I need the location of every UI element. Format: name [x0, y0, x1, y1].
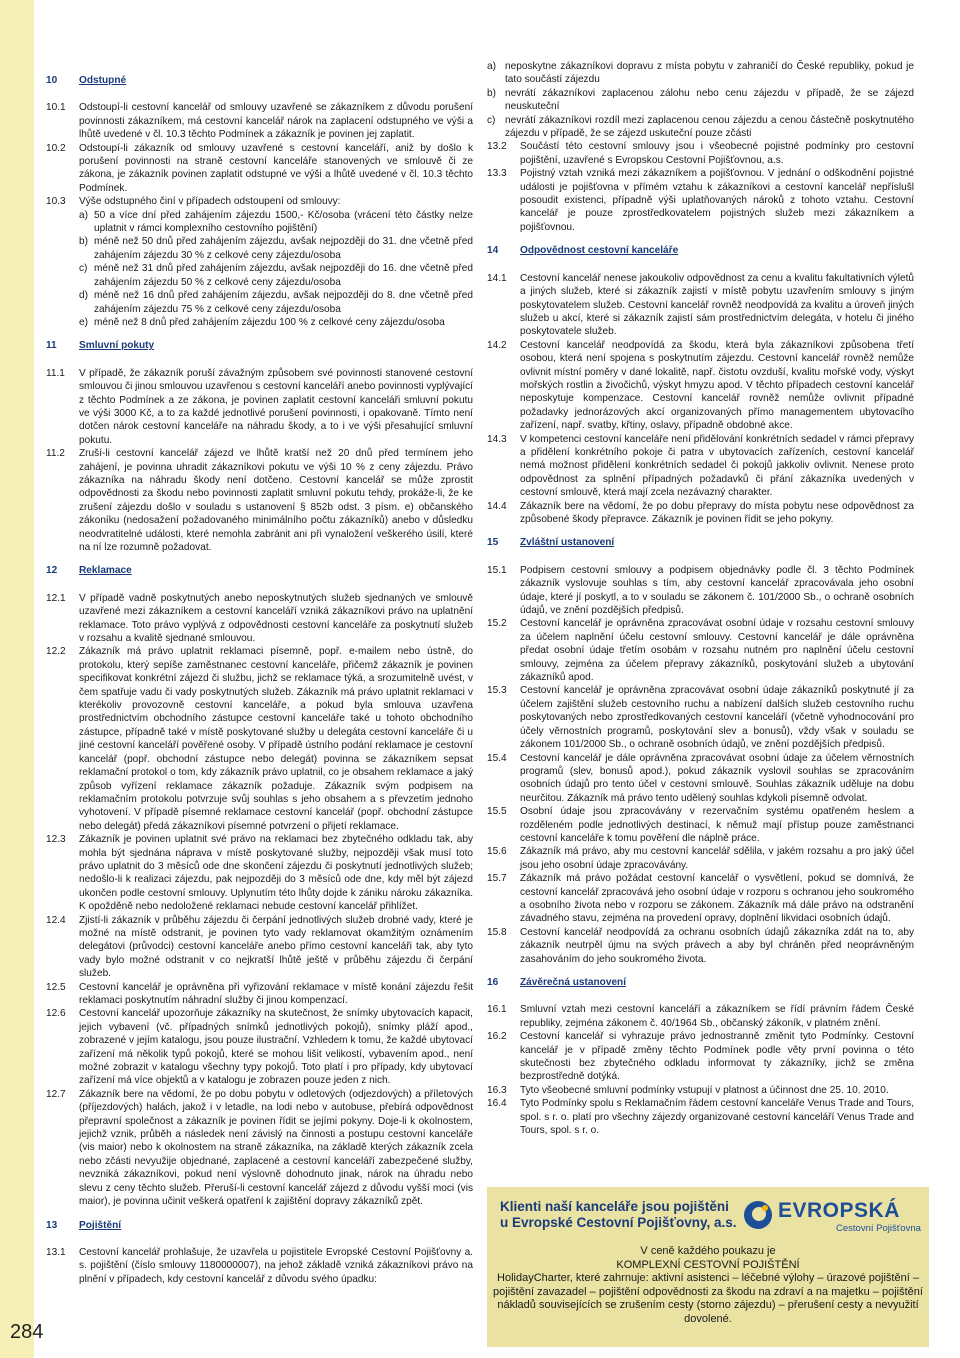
clause [46, 195, 473, 208]
clause-text: Cestovní kancelář upozorňuje zákazníky na skutečnost, že snímky ubytovacích kapacit, jejich vybavení (vč. případných snímků jednotlivých pokojů), snímky pláží apod., zobrazené v jejím katalogu, jsou pouze ilustrační. Vzhledem k tomu, že každé ubytovací zařízení má několik typů pokojů, které se mohou lišit velikostí, vybavením apod., není možné zobrazit v katalogu všechny typy pokojů. Toto platí i pro případy, kdy ubytovací zařízení má více objektů a v katalogu je zobrazen pouze jeden z nich. [79, 1008, 473, 1087]
sub-clause [46, 316, 473, 329]
section-title: Závěrečná ustanovení [520, 977, 627, 988]
clause [487, 845, 914, 872]
clause-number: 15.4 [487, 752, 507, 764]
clause-number: 12.7 [46, 1088, 66, 1100]
promo-line2: KOMPLEXNÍ CESTOVNÍ POJIŠTĚNÍ [616, 1258, 800, 1271]
sub-clause [46, 235, 473, 262]
clause-number: 10.2 [46, 142, 66, 154]
clause-text: Zákazník bere na vědomí, že po dobu přepravy do místa pobytu nese odpovědnost za způsobené škody přepravce. Zákazník je povinen řídit se jeho pokyny. [520, 500, 914, 525]
clause [487, 1084, 914, 1097]
clause [487, 1097, 914, 1137]
clause-text: Zákazník má právo, aby mu cestovní kancelář sdělila, v jakém rozsahu a pro jaký účel jsou jeho osobní údaje zpracovávány. [520, 846, 914, 871]
logo-dot-icon [762, 1205, 768, 1211]
sub-clause-letter: c) [79, 263, 88, 275]
clause-text: V případě, že zákazník poruší závažným způsobem své povinnosti stanovené cestovní smlouvou či jinou smlouvou uzavřenou s cestovní kanceláří anebo povinnosti vyplývající z těchto Podmínek a ze zákona, je povinen zaplatit cestovní kanceláři smluvní pokutu ve výši 3000 Kč, a to za každé jednotlivé porušení povinnosti, i opakovaně. Tímto není dotčen nárok cestovní kanceláře na náhradu škody, a to i ve výši přesahující smluvní pokutu. [79, 367, 473, 446]
clause-text: Tyto Podmínky spolu s Reklamačním řádem cestovní kanceláře Venus Trade and Tours, spol. s r. o. platí pro všechny zájezdy organizované cestovní kanceláří Venus Trade and Tours, spol. s r. o. [520, 1098, 914, 1137]
clause-number: 16.4 [487, 1098, 507, 1110]
section-title: Pojištění [79, 1219, 122, 1231]
section-heading [46, 1219, 473, 1232]
clause-number: 16.2 [487, 1031, 507, 1043]
clause-number: 12.4 [46, 914, 66, 926]
clause [487, 433, 914, 500]
clause-number: 15.8 [487, 926, 507, 938]
promo-title [500, 1199, 737, 1231]
promo-title-line1: Klienti naší kanceláře jsou pojištěni [500, 1199, 729, 1214]
section-heading [46, 339, 473, 352]
clause-number: 15.5 [487, 806, 507, 818]
sub-clause-text: méně než 8 dnů před zahájením zájezdu 100 % z celkové ceny zájezdu/osoba [94, 316, 445, 328]
clause-number: 10.1 [46, 102, 66, 114]
promo-line3: HolidayCharter, které zahrnuje: aktivní asistenci – léčebné výlohy – úrazové pojištění – pojištění zavazadel – pojištění odpovědnosti za škodu na zdraví a na majetku – pojištění nákladů souvisejících se zrušením cesty (storno zájezdu) – přerušení cesty a nevyužití dovolené. [493, 1272, 923, 1325]
section-heading [487, 976, 914, 989]
logo-wordmark: EVROPSKÁ [778, 1199, 900, 1222]
clause-number: 13.3 [487, 168, 507, 180]
clause-text: Smluvní vztah mezi cestovní kanceláří a zákazníkem se řídí právním řádem České republiky, zejména zákonem č. 40/1964 Sb., občanský zákoník, v platném znění. [520, 1004, 914, 1029]
clause-text: Cestovní kancelář je oprávněna při vyřizování reklamace v místě konání zájezdu řešit reklamaci poskytnutím náhradní služby či jinou kompenzací. [79, 981, 473, 1006]
section-heading [487, 536, 914, 549]
clause-text: Výše odstupného činí v případech odstoupení od smlouvy: [79, 196, 341, 208]
clause-text: Cestovní kancelář neodpovídá za ochranu osobních údajů zákazníka zdát na to, aby zákazník neutrpěl újmu na svých právech a aby byl chráněn před neoprávněným zasahováním do jeho soukromého života. [520, 926, 914, 965]
clause-number: 12.2 [46, 646, 66, 658]
clause-number: 11.1 [46, 367, 65, 379]
logo-subtitle: Cestovní Pojišťovna [836, 1223, 921, 1234]
clause-number: 13.2 [487, 141, 507, 153]
section-title: Zvláštní ustanovení [520, 537, 615, 549]
section-number: 12 [46, 565, 58, 577]
clause-text: Pojistný vztah vzniká mezi zákazníkem a pojišťovnou. V jednání o odškodnění pojistné události je pojišťovna v přímém vztahu k zákazníkovi a cestovní kancelář nepříslušl posoudit existenci, případně výši uplatňovaných nároků z tohoto vztahu. Cestovní kancelář je pouze zprostředkovatelem pojistných služeb mezi zákazníkem a pojišťovnou. [520, 168, 914, 233]
clause [487, 684, 914, 751]
clause [46, 1246, 473, 1286]
list-item-letter: c) [487, 114, 496, 126]
section-number: 11 [46, 340, 57, 352]
left-margin-stripe [0, 0, 34, 1358]
clause-text: Cestovní kancelář je dále oprávněna zpracovávat osobní údaje za účelem věrnostních programů (slev, bonusů apod.), pokud zákazník vyslovil souhlas se zpracováním osobních údajů pro tento účel v cestovní smlouvě. Souhlas zákazník uděluje na dobu neurčitou. Zákazník má právo tento udělený souhlas kdykoli písemně odvolat. [520, 752, 914, 804]
clause [46, 592, 473, 646]
sub-clause-text: méně než 16 dnů před zahájením zájezdu, avšak nejpozději do 8. dne včetně před zahájením zájezdu 75 % z celkové ceny zájezdu/osoba [94, 290, 473, 315]
list-item-text: nevrátí zákazníkovi rozdíl mezi zaplacenou cenou zájezdu a cenou částečně poskytnutého zájezdu v případě, že se zájezd uskuteční pouze zčásti [505, 114, 914, 140]
list-item [487, 87, 914, 114]
clause [487, 339, 914, 433]
clause [46, 367, 473, 447]
clause-text: Zruší-li cestovní kancelář zájezd ve lhůtě kratší než 20 dnů před termínem jeho zahájení, je povinna uhradit zákazníkovi pokutu ve výši 10 % z ceny zájezdu. Právo zákazníka na náhradu škody není dotčeno. Cestovní kancelář se může zprostit odpovědnosti za škodu nebo povinnosti zaplatit smluvní pokutu tehdy, prokáže-li, že ke zrušení zájezdu došlo v souladu s ustanovení § 852b odst. 3 písm. e) občanského zákoníku (nedosažení požadovaného minimálního počtu zákazníků) anebo v důsledku neodvratitelné události, které nemohla zabránit ani při vynaložení veškerého úsilí, které na ní lze rozumně požadovat. [79, 448, 473, 553]
clause-number: 10.3 [46, 196, 66, 208]
clause-text: Odstoupí-li cestovní kancelář od smlouvy uzavřené se zákazníkem z důvodu porušení povinnosti zákazníkem, má cestovní kancelář nárok na zaplacení odstupného ve výši a lhůtě uvedené v čl. 10.3 těchto Podmínek a zákazník je povinen jej zaplatit. [79, 102, 473, 141]
left-column [46, 60, 473, 1286]
clause-number: 12.3 [46, 834, 66, 846]
clause [487, 167, 914, 234]
sub-clause-letter: e) [79, 316, 88, 328]
clause-number: 11.2 [46, 448, 65, 460]
section-heading [46, 564, 473, 577]
clause-number: 14.3 [487, 433, 507, 445]
clause [487, 500, 914, 527]
clause-text: Cestovní kancelář je oprávněna zpracovávat osobní údaje zákazníků poskytnuté jí za účelem zajištění služeb cestovního ruchu a nabízení dalších služeb cestovního ruchu poskytovaných nebo zprostředkovaných cestovní kanceláří (včetně vyhodnocování pro účely věrnostních programů, poskytování slev a bonusů), vždy však v souladu se zákonem 101/2000 Sb., o ochraně osobních údajů, ve znění pozdějších předpisů. [520, 685, 914, 751]
sub-clause-text: méně než 31 dnů před zahájením zájezdu, avšak nejpozději do 16. dne včetně před zahájením zájezdu 50 % z celkové ceny zájezdu/osoba [94, 263, 473, 288]
right-column [487, 60, 914, 1137]
clause [46, 645, 473, 833]
sub-clause-letter: a) [79, 209, 88, 221]
clause-number: 15.3 [487, 685, 507, 697]
clause-text: Cestovní kancelář si vyhrazuje právo jednostranně změnit tyto Podmínky. Cestovní kancelář je v případě změny těchto Podmínek podle věty první povinna o této skutečnosti bez zbytečného odkladu informovat ty zákazníky, jichž se změna bezprostředně dotýká. [520, 1031, 914, 1083]
clause [487, 926, 914, 966]
promo-title-line2: u Evropské Cestovní Pojišťovny, a.s. [500, 1215, 737, 1230]
clause-number: 15.6 [487, 846, 507, 858]
clause-number: 15.1 [487, 564, 507, 576]
evropska-logo-icon [744, 1201, 772, 1229]
promo-text [493, 1245, 923, 1327]
section-number: 15 [487, 537, 499, 549]
clause [46, 914, 473, 981]
promo-line1: V ceně každého poukazu je [640, 1245, 776, 1257]
section-heading [487, 244, 914, 257]
clause-number: 14.4 [487, 500, 507, 512]
section-title: Smluvní pokuty [79, 340, 155, 352]
section-title: Reklamace [79, 565, 132, 577]
clause-number: 12.6 [46, 1008, 66, 1020]
clause [487, 752, 914, 806]
list-item [487, 60, 914, 87]
list-item-text: neposkytne zákazníkovi dopravu z místa pobytu v zahraničí do České republiky, pokud je tato součástí zájezdu [505, 61, 914, 86]
clause-text: Podpisem cestovní smlouvy a podpisem objednávky podle čl. 3 těchto Podmínek zákazník vyslovuje souhlas s tím, aby cestovní kancelář zpracovávala jeho osobní údaje, které jí poskytl, a to v souladu se zákonem č. 101/2000 Sb., o ochraně osobních údajů, ve znění pozdějších předpisů. [520, 564, 914, 617]
clause-text: Osobní údaje jsou zpracovávány v rezervačním systému opatřeném heslem a rozděleném podle jednotlivých destinací, k němuž mají přístup pouze zaměstnanci cestovní kanceláře k tomu pověření dle náplně práce. [520, 806, 914, 844]
clause-text: Zákazník bere na vědomí, že po dobu pobytu v odletových (odjezdových) a příletových (příjezdových) halách, jakož i v letadle, na lodi nebo v autobuse, přebírá odpovědnost přepravní společnost a zákazník je povinen řídit se jejími pokyny. Doje-li k okolnostem, jejichž vznik, průběh a následek není závislý na činnosti a postupu cestovní kanceláře (vis maior) nebo k okolnostem na straně zákazníka, na základě kterých zákazník zcela nebo zčásti nevyužije objednané, zaplacené a cestovní kanceláří zabezpečené služby, nevzniká zákazníkovi, pokud není výslovně dohodnuto jinak, nárok na úhradu nebo slevu z ceny těchto služeb. Přeruší-li cestovní kancelář zájezd z důvodu vyšší moci (vis maior), je povinna učinit veškerá opatření k zajištění dopravy zákazníků zpět. [79, 1088, 473, 1208]
clause [487, 564, 914, 618]
clause-text: Cestovní kancelář je oprávněna zpracovávat osobní údaje v rozsahu cestovní smlouvy za účelem naplnění účelu cestovní smlouvy. Cestovní kancelář je dále oprávněna předat osobní údaje třetím osobám v rozsahu nutném pro naplnění účelu cestovní smlouvy, zejména za účelem přepravy zákazníků, poskytování služeb a ubytování zákazníků apod. [520, 618, 914, 684]
sub-clause [46, 262, 473, 289]
clause-number: 12.5 [46, 981, 66, 993]
clause-number: 13.1 [46, 1246, 66, 1258]
sub-clause [46, 289, 473, 316]
section-title: Odstupné [79, 75, 127, 86]
section-number: 10 [46, 75, 58, 86]
clause-text: Součástí této cestovní smlouvy jsou i všeobecné pojistné podmínky pro cestovní pojištění, uzavřené s Evropskou Cestovní Pojišťovnou, a.s. [520, 141, 914, 166]
section-heading [46, 74, 473, 87]
section-number: 14 [487, 245, 499, 257]
section-number: 16 [487, 977, 499, 988]
clause-number: 16.3 [487, 1084, 507, 1096]
clause-number: 14.1 [487, 272, 507, 284]
clause [46, 142, 473, 196]
section-number: 13 [46, 1219, 58, 1231]
clause-number: 12.1 [46, 592, 66, 604]
list-item [487, 114, 914, 141]
page-number: 284 [10, 1321, 44, 1343]
clause [46, 1007, 473, 1087]
clause [46, 833, 473, 913]
sub-clause-text: 50 a více dní před zahájením zájezdu 1500,- Kč/osoba (vrácení této částky nelze uplatnit v rámci komplexního cestovního pojištění) [94, 209, 473, 235]
list-item-letter: b) [487, 87, 496, 99]
clause-number: 16.1 [487, 1004, 507, 1016]
clause-text: Cestovní kancelář prohlašuje, že uzavřela u pojistitele Evropské Cestovní Pojišťovny a. s. pojištění (číslo smlouvy 1180000007), na jehož základě vzniká zákazníkovi právo na plnění v případech, kdy cestovní kancelář z důvodu svého úpadku: [79, 1246, 473, 1285]
insurance-promo-box [487, 1187, 929, 1347]
clause-text: V kompetenci cestovní kanceláře není přidělování konkrétních sedadel v rámci přepravy a přidělení konkrétního pokoje či patra v ubytovacích zařízeních, cestovní kancelář nemá možnost přidělení konkrétních sedadel či pokojů jakkoliv ovlivnit. Nenese proto odpovědnost za splnění případných požadavků či přání zákazníka uvedených v cestovní smlouvě, která mají zcela nezávazný charakter. [520, 433, 914, 499]
clause [487, 617, 914, 684]
clause [487, 1003, 914, 1030]
clause-text: Cestovní kancelář neodpovídá za škodu, která byla zákazníkovi způsobena třetí osobou, která není spojena s poskytnutím zájezdu. Cestovní kancelář rovněž nemůže ovlivnit místní poměry v dané lokalitě, např. čistotu ovzduší, kvalitu mořské vody, výskyt mořských rostlin a živočichů, výskyt hmyzu apod. V těchto případech cestovní kancelář neposkytuje kompenzace. Cestovní kancelář rovněž nemůže ovlivnit případné požadavky jednorázových akcí organizovaných přímo managementem ubytovacího zařízení, např. svatby, křtiny, oslavy, případně obdobné akce. [520, 339, 914, 432]
clause-number: 15.2 [487, 618, 507, 630]
clause-text: Zákazník má právo uplatnit reklamaci písemně, popř. e-mailem nebo ústně, do protokolu, který sepíše zaměstnanec cestovní kanceláře, přičemž zákazník je povinen specifikovat konkrétní zájezd či službu, jichž se reklamace týká, a srozumitelně uvést, v čem spatřuje vadu či vady poskytnutých služeb. Zákazník má právo uplatnit reklamaci v kterékoliv provozovně cestovní kanceláře, a pokud byla smlouva uzavřena prostřednictvím obchodního zástupce cestovní kanceláře také u tohoto obchodního zástupce, případně také v místě poskytované služby u delegáta cestovní kanceláře či u jiné cestovní kanceláří pověřené osoby. V případě ústního podání reklamace je cestovní kancelář (popř. obchodní zástupce nebo delegát) povinna se zákazníkem sepsat reklamační protokol o tom, kdy zákazník právo uplatnil, co je obsahem reklamace a jaký způsob vyřízení reklamace zákazník požaduje. Zákazník svým podpisem na reklamačním protokolu potvrzuje svůj souhlas s jeho obsahem a s převzetím jednoho vyhotovení. V případě písemné reklamace cestovní kancelář (popř. obchodní zástupce nebo delegát) předá zákazníkovi písemné potvrzení o přijetí reklamace. [79, 646, 473, 832]
sub-clause-letter: d) [79, 290, 88, 302]
clause-number: 14.2 [487, 339, 507, 351]
sub-clause-text: méně než 50 dnů před zahájením zájezdu, avšak nejpozději do 31. dne včetně před zahájením zájezdu 30 % z celkové ceny zájezdu/osoba [94, 236, 473, 261]
section-title: Odpovědnost cestovní kanceláře [520, 245, 679, 257]
clause [487, 272, 914, 339]
clause-text: Cestovní kancelář nenese jakoukoliv odpovědnost za cenu a kvalitu fakultativních výletů a jiných služeb, které si zákazník zajistí v místě pobytu uzavřením smlouvy s jiným poskytovatelem služeb. Cestovní kancelář rovněž neodpovídá za kvalitu a úroveň jiných služeb u akcí, které si zákazník zajistí sám prostřednictvím delegáta, v hotelu či jiného poskytovatele služeb. [520, 272, 914, 338]
evropska-logo [744, 1201, 922, 1239]
clause-number: 15.7 [487, 873, 507, 885]
clause [487, 1030, 914, 1084]
sub-clause [46, 209, 473, 236]
clause [487, 805, 914, 845]
clause [46, 1088, 473, 1209]
clause [487, 872, 914, 926]
clause [46, 101, 473, 141]
clause [487, 140, 914, 167]
clause-text: Odstoupí-li zákazník od smlouvy uzavřené s cestovní kanceláří, aniž by došlo k porušení povinnosti na straně cestovní kanceláře stanovených ve smlouvě či ze zákona, je zákazník povinen zaplatit odstupné ve výši a lhůtě uvedené v čl. 10.3 těchto Podmínek. [79, 142, 473, 194]
clause-text: V případě vadně poskytnutých anebo neposkytnutých služeb sjednaných ve smlouvě uzavřené mezi zákazníkem a cestovní kanceláří vzniká zákazníkovi právo na uplatnění reklamace. Toto právo vyplývá z odpovědnosti cestovní kanceláře za poskytnutí služeb v rozsahu a kvalitě sjednané smlouvou. [79, 592, 473, 645]
clause-text: Zákazník má právo požádat cestovní kancelář o vysvětlení, pokud se domnívá, že cestovní kancelář zpracovává jeho osobní údaje v rozporu s ochranou jeho soukromého a osobního života nebo v rozporu se zákonem. Zákazník má dále právo na odstranění závadného stavu, zejména na provedení opravy, doplnění likvidaci osobních údajů. [520, 873, 914, 925]
clause-text: Tyto všeobecné smluvní podmínky vstupují v platnost a účinnost dne 25. 10. 2010. [520, 1084, 889, 1096]
clause [46, 447, 473, 554]
sub-clause-letter: b) [79, 236, 88, 248]
list-item-letter: a) [487, 61, 496, 72]
list-item-text: nevrátí zákazníkovi zaplacenou zálohu nebo cenu zájezdu v případě, že se zájezd neuskuteční [505, 87, 914, 113]
clause [46, 981, 473, 1008]
clause-text: Zjistí-li zákazník v průběhu zájezdu či čerpání jednotlivých služeb drobné vady, které je možné na místě odstranit, je povinen tyto vady reklamovat okamžitým oznámením delegátovi (průvodci) cestovní kanceláře anebo přímo cestovní kanceláři tak, aby tyto vady bylo možné odstranit v co nejkratší lhůtě ještě v průběhu zájezdu či čerpání služeb. [79, 914, 473, 980]
clause-text: Zákazník je povinen uplatnit své právo na reklamaci bez zbytečného odkladu tak, aby mohla být sjednána náprava v místě poskytované služby, nejpozději však musí toto právo uplatnit do 3 měsíců ode dne skončení zájezdu či poskytnutí jednotlivých služeb; nedošlo-li k realizaci zájezdu, pak nejpozději do 3 měsíců ode dne, kdy měl být zájezd ukončen podle cestovní smlouvy. Uplynutím této lhůty dojde k zániku nároku zákazníka. K opožděně nebo nedoložené reklamaci nebude cestovní kancelář přihlížet. [79, 834, 473, 913]
